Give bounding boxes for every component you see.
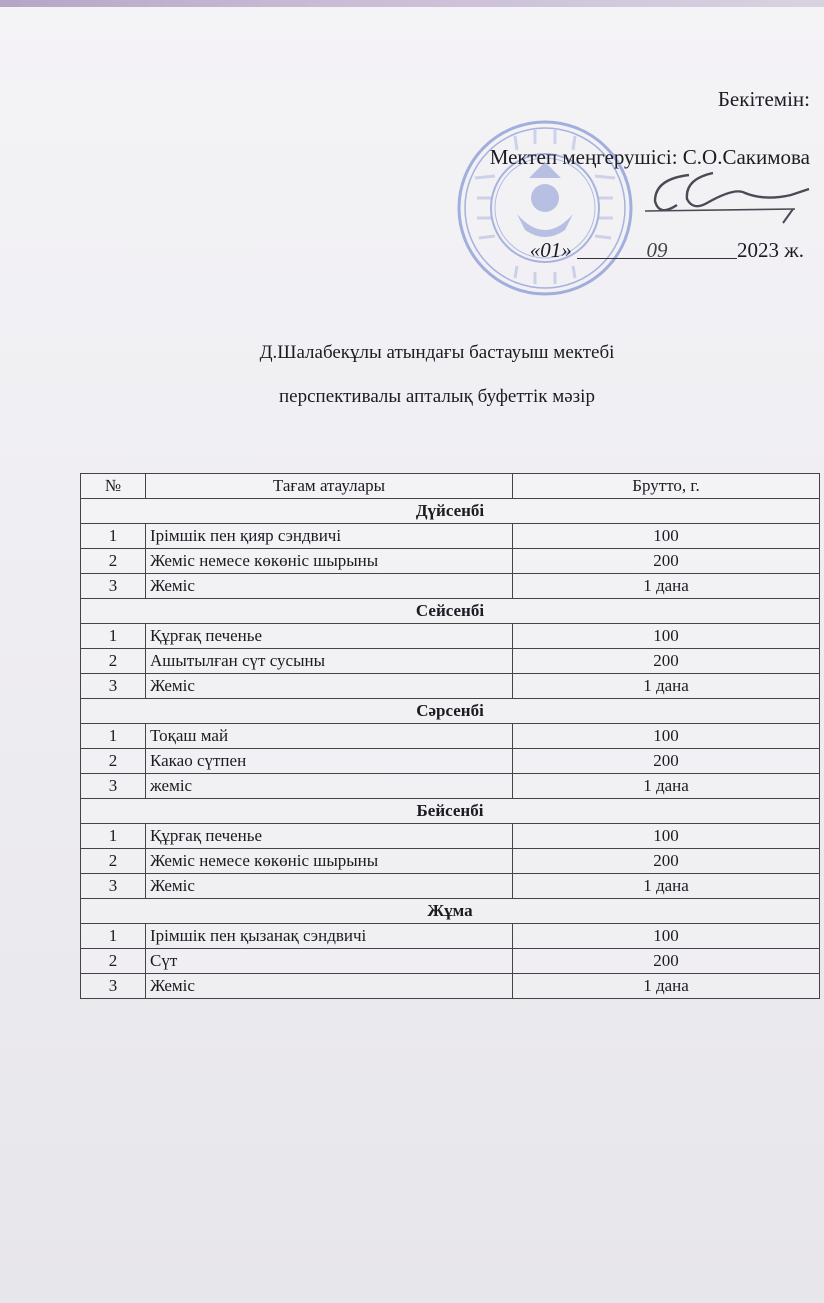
day-row xyxy=(81,899,820,924)
item-name: Сүт xyxy=(146,949,513,974)
item-name: Жеміс xyxy=(146,974,513,999)
item-number: 1 xyxy=(81,724,146,749)
item-gross-weight: 1 дана xyxy=(513,574,820,599)
approval-date xyxy=(530,238,804,263)
table-row xyxy=(81,974,820,999)
item-name: Жеміс немесе көкөніс шырыны xyxy=(146,849,513,874)
item-gross-weight: 200 xyxy=(513,549,820,574)
item-gross-weight: 100 xyxy=(513,624,820,649)
item-gross-weight: 200 xyxy=(513,949,820,974)
table-row xyxy=(81,524,820,549)
table-row xyxy=(81,874,820,899)
signature-icon xyxy=(615,165,815,235)
table-row xyxy=(81,849,820,874)
buffet-menu-table xyxy=(80,473,820,999)
day-row xyxy=(81,799,820,824)
item-number: 3 xyxy=(81,774,146,799)
item-number: 2 xyxy=(81,949,146,974)
date-month: 09 xyxy=(646,238,668,262)
item-number: 2 xyxy=(81,749,146,774)
item-number: 3 xyxy=(81,874,146,899)
item-number: 3 xyxy=(81,674,146,699)
item-gross-weight: 1 дана xyxy=(513,674,820,699)
top-edge-strip xyxy=(0,0,824,7)
header-gross-weight: Брутто, г. xyxy=(513,474,820,499)
table-row xyxy=(81,774,820,799)
item-gross-weight: 1 дана xyxy=(513,874,820,899)
item-number: 2 xyxy=(81,549,146,574)
approval-heading: Бекітемін: xyxy=(717,87,810,111)
item-gross-weight: 100 xyxy=(513,524,820,549)
item-name: Ірімшік пен қияр сэндвичі xyxy=(146,524,513,549)
day-name: Дүйсенбі xyxy=(81,499,820,524)
item-number: 2 xyxy=(81,649,146,674)
item-gross-weight: 100 xyxy=(513,824,820,849)
item-number: 3 xyxy=(81,974,146,999)
day-name: Сейсенбі xyxy=(81,599,820,624)
item-name: жеміс xyxy=(146,774,513,799)
table-row xyxy=(81,649,820,674)
day-row xyxy=(81,599,820,624)
table-row xyxy=(81,749,820,774)
item-gross-weight: 100 xyxy=(513,724,820,749)
header-number: № xyxy=(81,474,146,499)
item-gross-weight: 1 дана xyxy=(513,974,820,999)
item-name: Ашытылған сүт сусыны xyxy=(146,649,513,674)
item-gross-weight: 200 xyxy=(513,649,820,674)
item-name: Жеміс xyxy=(146,674,513,699)
table-row xyxy=(81,574,820,599)
day-name: Сәрсенбі xyxy=(81,699,820,724)
table-row xyxy=(81,674,820,699)
header-dish-name: Тағам атаулары xyxy=(146,474,513,499)
item-number: 2 xyxy=(81,849,146,874)
day-row xyxy=(81,499,820,524)
table-row xyxy=(81,549,820,574)
table-body xyxy=(81,499,820,999)
item-name: Ірімшік пен қызанақ сэндвичі xyxy=(146,924,513,949)
item-number: 1 xyxy=(81,924,146,949)
table-header-row xyxy=(81,474,820,499)
item-gross-weight: 200 xyxy=(513,749,820,774)
item-name: Тоқаш май xyxy=(146,724,513,749)
school-head-line: Мектеп меңгерушісі: С.О.Сакимова xyxy=(489,145,810,169)
item-name: Құрғақ печенье xyxy=(146,824,513,849)
table-row xyxy=(81,624,820,649)
day-name: Жұма xyxy=(81,899,820,924)
item-name: Құрғақ печенье xyxy=(146,624,513,649)
item-gross-weight: 200 xyxy=(513,849,820,874)
day-name: Бейсенбі xyxy=(81,799,820,824)
item-gross-weight: 100 xyxy=(513,924,820,949)
table-row xyxy=(81,949,820,974)
date-day: «01» xyxy=(529,238,572,262)
item-name: Какао сүтпен xyxy=(146,749,513,774)
item-name: Жеміс немесе көкөніс шырыны xyxy=(146,549,513,574)
date-month-blank xyxy=(577,238,737,262)
item-number: 1 xyxy=(81,624,146,649)
item-name: Жеміс xyxy=(146,874,513,899)
menu-title: перспективалы апталық буфеттік мәзір xyxy=(279,386,595,407)
school-name-title: Д.Шалабекұлы атындағы бастауыш мектебі xyxy=(259,342,615,363)
table-row xyxy=(81,824,820,849)
table-row xyxy=(81,924,820,949)
item-name: Жеміс xyxy=(146,574,513,599)
item-number: 1 xyxy=(81,524,146,549)
date-year: 2023 ж. xyxy=(736,238,804,262)
day-row xyxy=(81,699,820,724)
item-number: 1 xyxy=(81,824,146,849)
item-gross-weight: 1 дана xyxy=(513,774,820,799)
table-row xyxy=(81,724,820,749)
item-number: 3 xyxy=(81,574,146,599)
